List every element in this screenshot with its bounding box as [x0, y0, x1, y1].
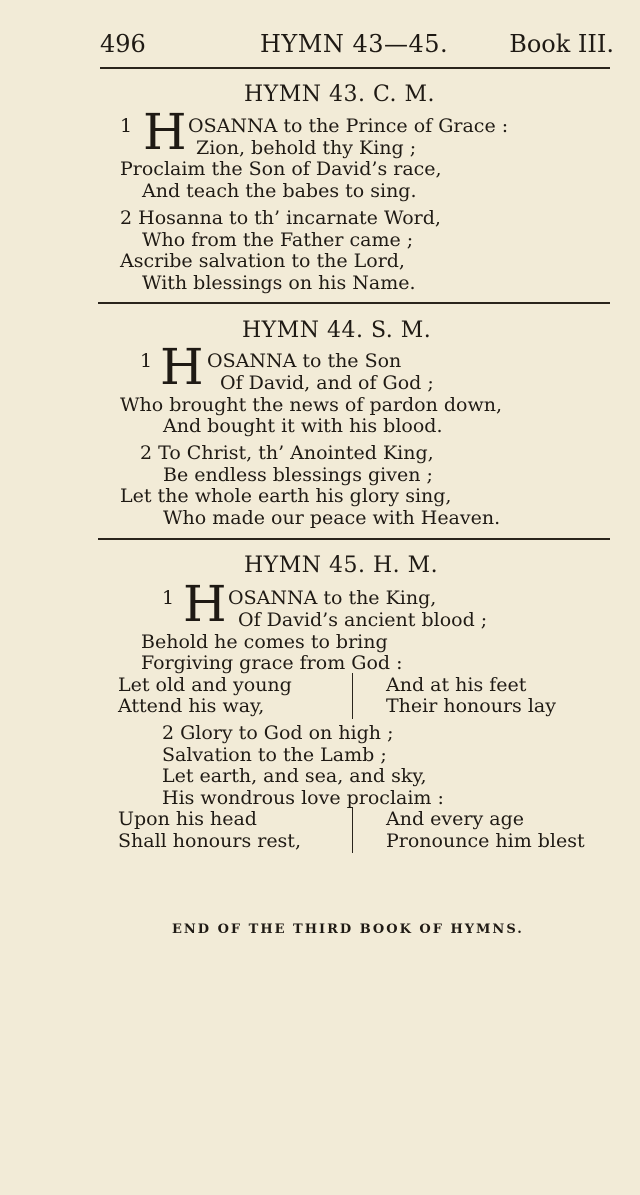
section-rule	[98, 538, 610, 540]
verse-line: And teach the babes to sing.	[142, 180, 417, 202]
verse-line: And bought it with his blood.	[163, 415, 443, 437]
verse-line: Who brought the news of pardon down,	[120, 394, 503, 416]
verse-line: Who made our peace with Heaven.	[163, 507, 501, 529]
running-title: HYMN 43—45.	[260, 30, 449, 58]
verse-line-right: And every age	[386, 808, 524, 830]
verse-line: Forgiving grace from God :	[141, 652, 403, 674]
drop-cap: H	[183, 575, 227, 633]
verse-line: Of David, and of God ;	[220, 372, 434, 394]
verse-line: 2 Hosanna to th’ incarnate Word,	[120, 207, 441, 229]
verse-line: Let earth, and sea, and sky,	[162, 765, 427, 787]
verse-number: 1	[162, 587, 175, 609]
verse-line: Let the whole earth his glory sing,	[120, 485, 452, 507]
drop-cap: H	[143, 103, 187, 161]
header-rule	[100, 67, 610, 69]
verse-line: Salvation to the Lamb ;	[162, 744, 387, 766]
hymn-44-title: HYMN 44. S. M.	[242, 318, 432, 343]
verse-line-left: Let old and young	[118, 674, 292, 696]
verse-line: Behold he comes to bring	[141, 631, 388, 653]
verse-number: 1	[140, 350, 153, 372]
verse-line-left: Shall honours rest,	[118, 830, 301, 852]
verse-line-left: Attend his way,	[118, 695, 265, 717]
verse-line: OSANNA to the King,	[228, 587, 437, 609]
verse-line: Of David’s ancient blood ;	[238, 609, 488, 631]
verse-line: Be endless blessings given ;	[163, 464, 433, 486]
column-divider	[352, 807, 353, 853]
verse-number: 1	[120, 115, 133, 137]
verse-line: With blessings on his Name.	[142, 272, 416, 294]
book-label: Book III.	[509, 30, 614, 58]
verse-line-right: Their honours lay	[386, 695, 556, 717]
column-divider	[352, 673, 353, 719]
drop-cap: H	[160, 338, 204, 396]
verse-line: Proclaim the Son of David’s race,	[120, 158, 442, 180]
verse-line: OSANNA to the Prince of Grace :	[188, 115, 509, 137]
verse-line: 2 Glory to God on high ;	[162, 722, 394, 744]
page-header	[100, 30, 614, 64]
verse-line: His wondrous love proclaim :	[162, 787, 444, 809]
page-number: 496	[100, 30, 146, 58]
verse-line-right: And at his feet	[386, 674, 527, 696]
verse-line: Ascribe salvation to the Lord,	[120, 250, 405, 272]
hymn-43-title: HYMN 43. C. M.	[244, 82, 436, 107]
verse-line: Who from the Father came ;	[142, 229, 414, 251]
verse-line-left: Upon his head	[118, 808, 257, 830]
verse-line: Zion, behold thy King ;	[196, 137, 417, 159]
hymn-45-title: HYMN 45. H. M.	[244, 553, 439, 578]
verse-line: OSANNA to the Son	[207, 350, 402, 372]
verse-line: 2 To Christ, th’ Anointed King,	[140, 442, 434, 464]
verse-line-right: Pronounce him blest	[386, 830, 585, 852]
section-rule	[98, 302, 610, 304]
book-end-note: END OF THE THIRD BOOK OF HYMNS.	[172, 922, 524, 937]
